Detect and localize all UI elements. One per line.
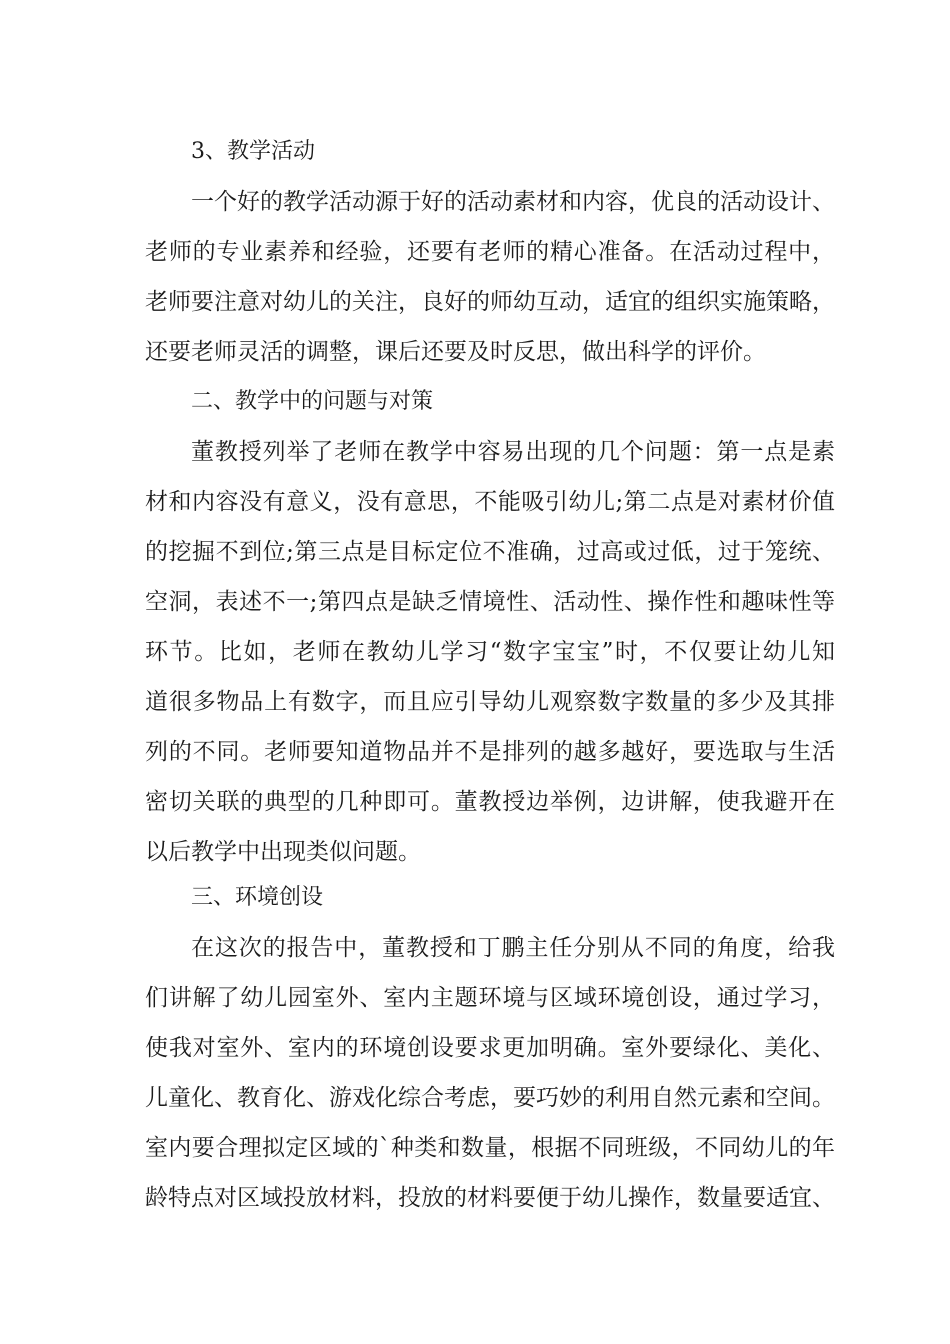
- paragraph-line: 使我对室外、室内的环境创设要求更加明确。室外要绿化、美化、: [145, 1035, 835, 1061]
- paragraph-line: 以后教学中出现类似问题。: [145, 839, 421, 865]
- paragraph-line: 一个好的教学活动源于好的活动素材和内容，优良的活动设计、: [191, 189, 835, 215]
- paragraph-line: 们讲解了幼儿园室外、室内主题环境与区域环境创设，通过学习，: [145, 985, 835, 1011]
- paragraph-line: 列的不同。老师要知道物品并不是排列的越多越好，要选取与生活: [145, 739, 835, 765]
- paragraph-line: 材和内容没有意义，没有意思，不能吸引幼儿;第二点是对素材价值: [145, 489, 835, 515]
- section-heading-environment: 三、环境创设: [191, 885, 324, 910]
- paragraph-line: 空洞，表述不一;第四点是缺乏情境性、活动性、操作性和趣味性等: [145, 589, 835, 615]
- paragraph-line: 密切关联的典型的几种即可。董教授边举例，边讲解，使我避开在: [145, 789, 835, 815]
- section-heading-problems: 二、教学中的问题与对策: [191, 389, 434, 414]
- paragraph-line: 老师的专业素养和经验，还要有老师的精心准备。在活动过程中，: [145, 239, 835, 265]
- paragraph-line: 董教授列举了老师在教学中容易出现的几个问题：第一点是素: [191, 439, 835, 465]
- paragraph-line: 道很多物品上有数字，而且应引导幼儿观察数字数量的多少及其排: [145, 689, 835, 715]
- paragraph-line: 室内要合理拟定区域的`种类和数量，根据不同班级，不同幼儿的年: [145, 1135, 835, 1161]
- section-heading-teaching-activity: 3、教学活动: [191, 139, 315, 164]
- paragraph-line: 还要老师灵活的调整，课后还要及时反思，做出科学的评价。: [145, 339, 766, 365]
- paragraph-line: 老师要注意对幼儿的关注，良好的师幼互动，适宜的组织实施策略，: [145, 289, 835, 315]
- paragraph-line: 在这次的报告中，董教授和丁鹏主任分别从不同的角度，给我: [191, 935, 835, 961]
- paragraph-line: 儿童化、教育化、游戏化综合考虑，要巧妙的利用自然元素和空间。: [145, 1085, 835, 1111]
- paragraph-line: 的挖掘不到位;第三点是目标定位不准确，过高或过低，过于笼统、: [145, 539, 835, 565]
- paragraph-line: 龄特点对区域投放材料，投放的材料要便于幼儿操作，数量要适宜、: [145, 1185, 835, 1211]
- paragraph-line: 环节。比如，老师在教幼儿学习“数字宝宝”时，不仅要让幼儿知: [145, 639, 835, 665]
